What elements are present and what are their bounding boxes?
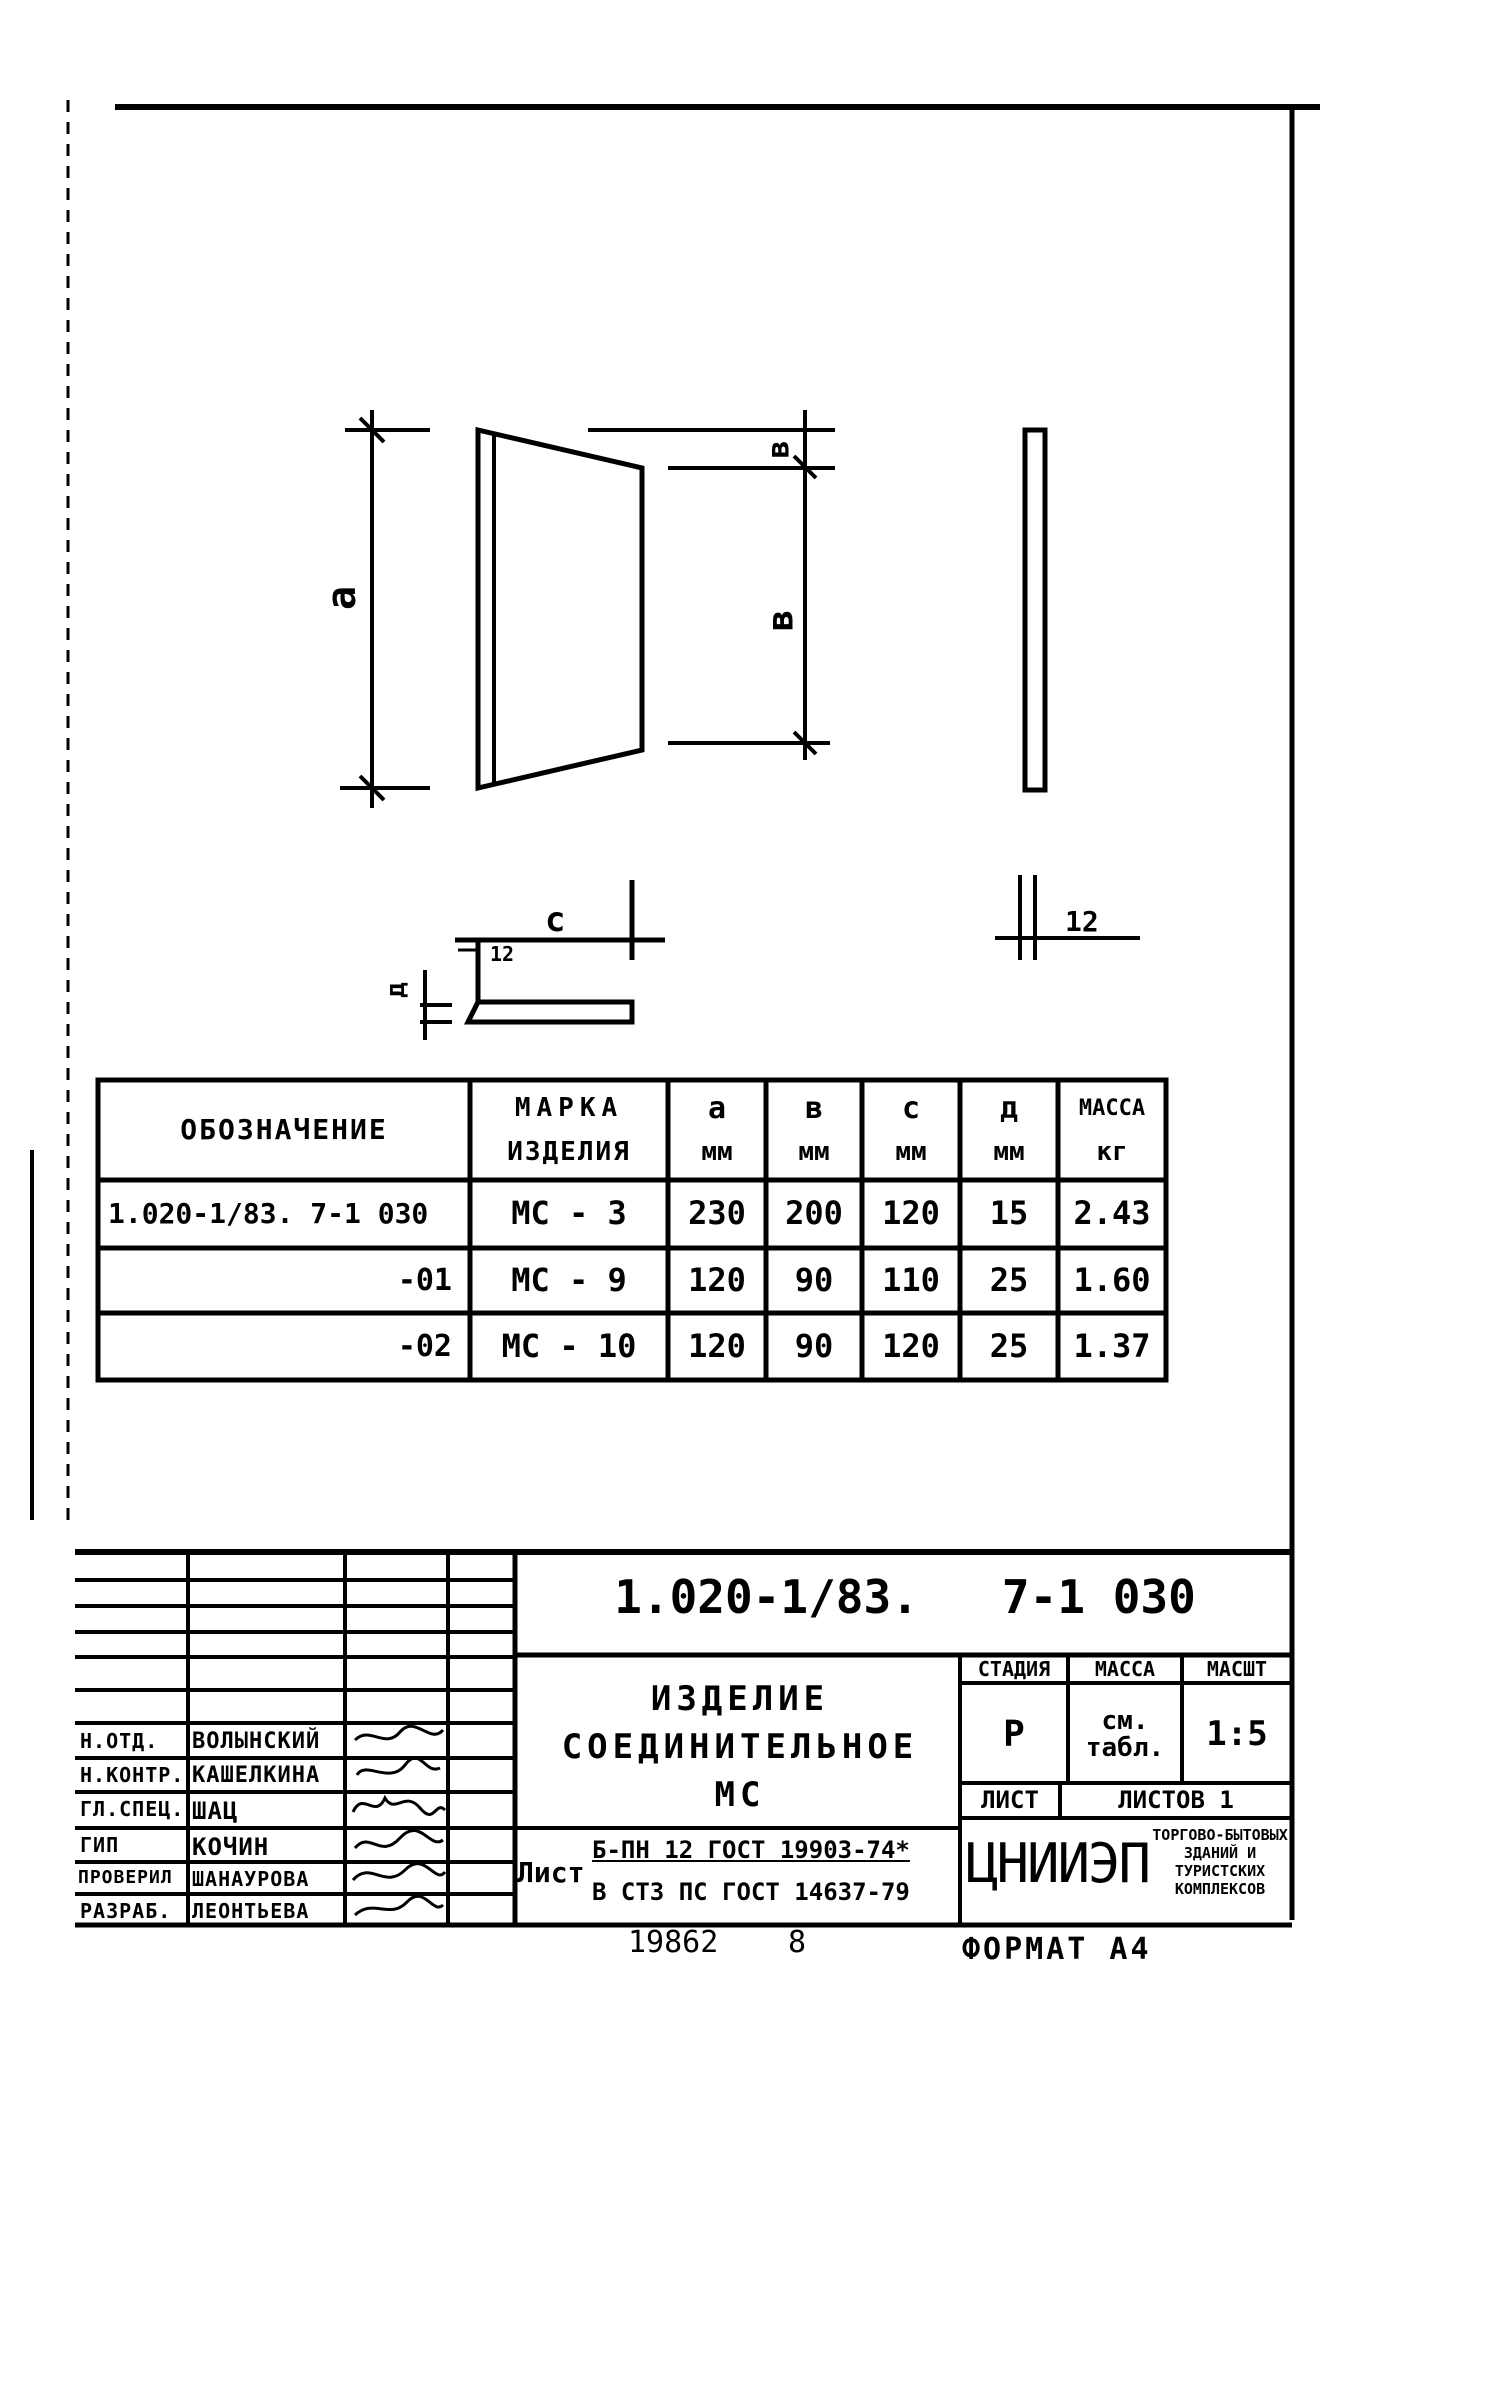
role-2: Н.КОНТР. xyxy=(80,1763,185,1787)
header-mass-bottom: кг xyxy=(1096,1137,1128,1168)
document-code: 1.020-1/83. 7-1 030 xyxy=(614,1570,1196,1624)
scale-value: 1:5 xyxy=(1206,1714,1268,1755)
row2-a: 120 xyxy=(688,1261,746,1300)
header-a-bottom: мм xyxy=(701,1137,733,1168)
org-text: ТОРГОВО-БЫТОВЫХ ЗДАНИЙ И ТУРИСТСКИХ КОМПЛЕКСОВ xyxy=(1152,1826,1288,1898)
dim-label-b: в xyxy=(760,609,802,632)
sheets-label: ЛИСТОВ 1 xyxy=(1118,1786,1234,1815)
row2-mark: МС - 9 xyxy=(511,1261,627,1300)
name-3: ШАЦ xyxy=(192,1797,239,1825)
row2-c: 110 xyxy=(882,1261,940,1300)
handwritten-signatures xyxy=(345,1720,450,1925)
row3-a: 120 xyxy=(688,1327,746,1366)
org-logo: ЦНИИЭП xyxy=(966,1832,1150,1895)
role-4: ГИП xyxy=(80,1833,120,1857)
dim-label-12-side: 12 xyxy=(1065,905,1099,938)
row1-designation: 1.020-1/83. 7-1 030 xyxy=(108,1197,429,1231)
header-designation: ОБОЗНАЧЕНИЕ xyxy=(180,1113,388,1147)
format-label: ФОРМАТ А4 xyxy=(962,1932,1152,1967)
mass-label: МАССА xyxy=(1094,1656,1156,1681)
role-3: ГЛ.СПЕЦ. xyxy=(80,1797,185,1821)
row2-designation: -01 xyxy=(397,1263,452,1299)
page-number: 8 xyxy=(788,1925,807,1960)
name-1: ВОЛЫНСКИЙ xyxy=(192,1729,321,1754)
header-d-bottom: мм xyxy=(993,1137,1025,1168)
material-label: Лист xyxy=(517,1856,585,1889)
name-4: КОЧИН xyxy=(192,1833,270,1861)
dim-label-12-bottom: 12 xyxy=(490,942,515,966)
row3-mass: 1.37 xyxy=(1073,1327,1151,1366)
inventory-number: 19862 xyxy=(628,1925,719,1960)
row2-d: 25 xyxy=(989,1261,1029,1300)
dim-label-c: с xyxy=(545,900,566,940)
dim-label-a: a xyxy=(319,585,366,611)
row1-mass: 2.43 xyxy=(1073,1194,1151,1233)
dim-label-b-small: в xyxy=(761,440,797,459)
sheet-label: ЛИСТ xyxy=(981,1786,1039,1815)
dim-label-d: д xyxy=(380,982,411,998)
header-d-top: д xyxy=(999,1091,1019,1127)
row1-c: 120 xyxy=(882,1194,940,1233)
row3-mark: МС - 10 xyxy=(501,1327,637,1366)
header-mark-top: МАРКА xyxy=(514,1093,624,1124)
name-6: ЛЕОНТЬЕВА xyxy=(192,1899,310,1923)
name-5: ШАНАУРОВА xyxy=(192,1867,310,1891)
row2-b: 90 xyxy=(794,1261,834,1300)
role-1: Н.ОТД. xyxy=(80,1729,159,1753)
row1-mark: МС - 3 xyxy=(511,1194,627,1233)
header-mark-bottom: ИЗДЕЛИЯ xyxy=(507,1137,631,1168)
header-b-bottom: мм xyxy=(798,1137,830,1168)
stage-label: СТАДИЯ xyxy=(977,1656,1051,1681)
header-a-top: а xyxy=(707,1091,727,1127)
material-line2: В СТ3 ПС ГОСТ 14637-79 xyxy=(592,1878,910,1906)
header-c-bottom: мм xyxy=(895,1137,927,1168)
header-b-top: в xyxy=(804,1091,824,1127)
role-5: ПРОВЕРИЛ xyxy=(78,1867,173,1888)
row3-d: 25 xyxy=(989,1327,1029,1366)
header-c-top: с xyxy=(901,1091,921,1127)
row3-c: 120 xyxy=(882,1327,940,1366)
row3-b: 90 xyxy=(794,1327,834,1366)
stage-value: Р xyxy=(1003,1714,1025,1756)
row1-d: 15 xyxy=(989,1194,1029,1233)
scale-label: МАСШТ xyxy=(1206,1656,1268,1681)
role-6: РАЗРАБ. xyxy=(80,1899,172,1923)
mass-value: см. табл. xyxy=(1085,1705,1165,1763)
header-mass-top: МАССА xyxy=(1078,1096,1146,1122)
product-title: ИЗДЕЛИЕ СОЕДИНИТЕЛЬНОЕ МС xyxy=(561,1679,919,1815)
row1-a: 230 xyxy=(688,1194,746,1233)
name-2: КАШЕЛКИНА xyxy=(192,1763,321,1788)
row2-mass: 1.60 xyxy=(1073,1261,1151,1300)
row1-b: 200 xyxy=(785,1194,843,1233)
row3-designation: -02 xyxy=(397,1329,452,1365)
material-line1: Б-ПН 12 ГОСТ 19903-74* xyxy=(592,1836,910,1864)
